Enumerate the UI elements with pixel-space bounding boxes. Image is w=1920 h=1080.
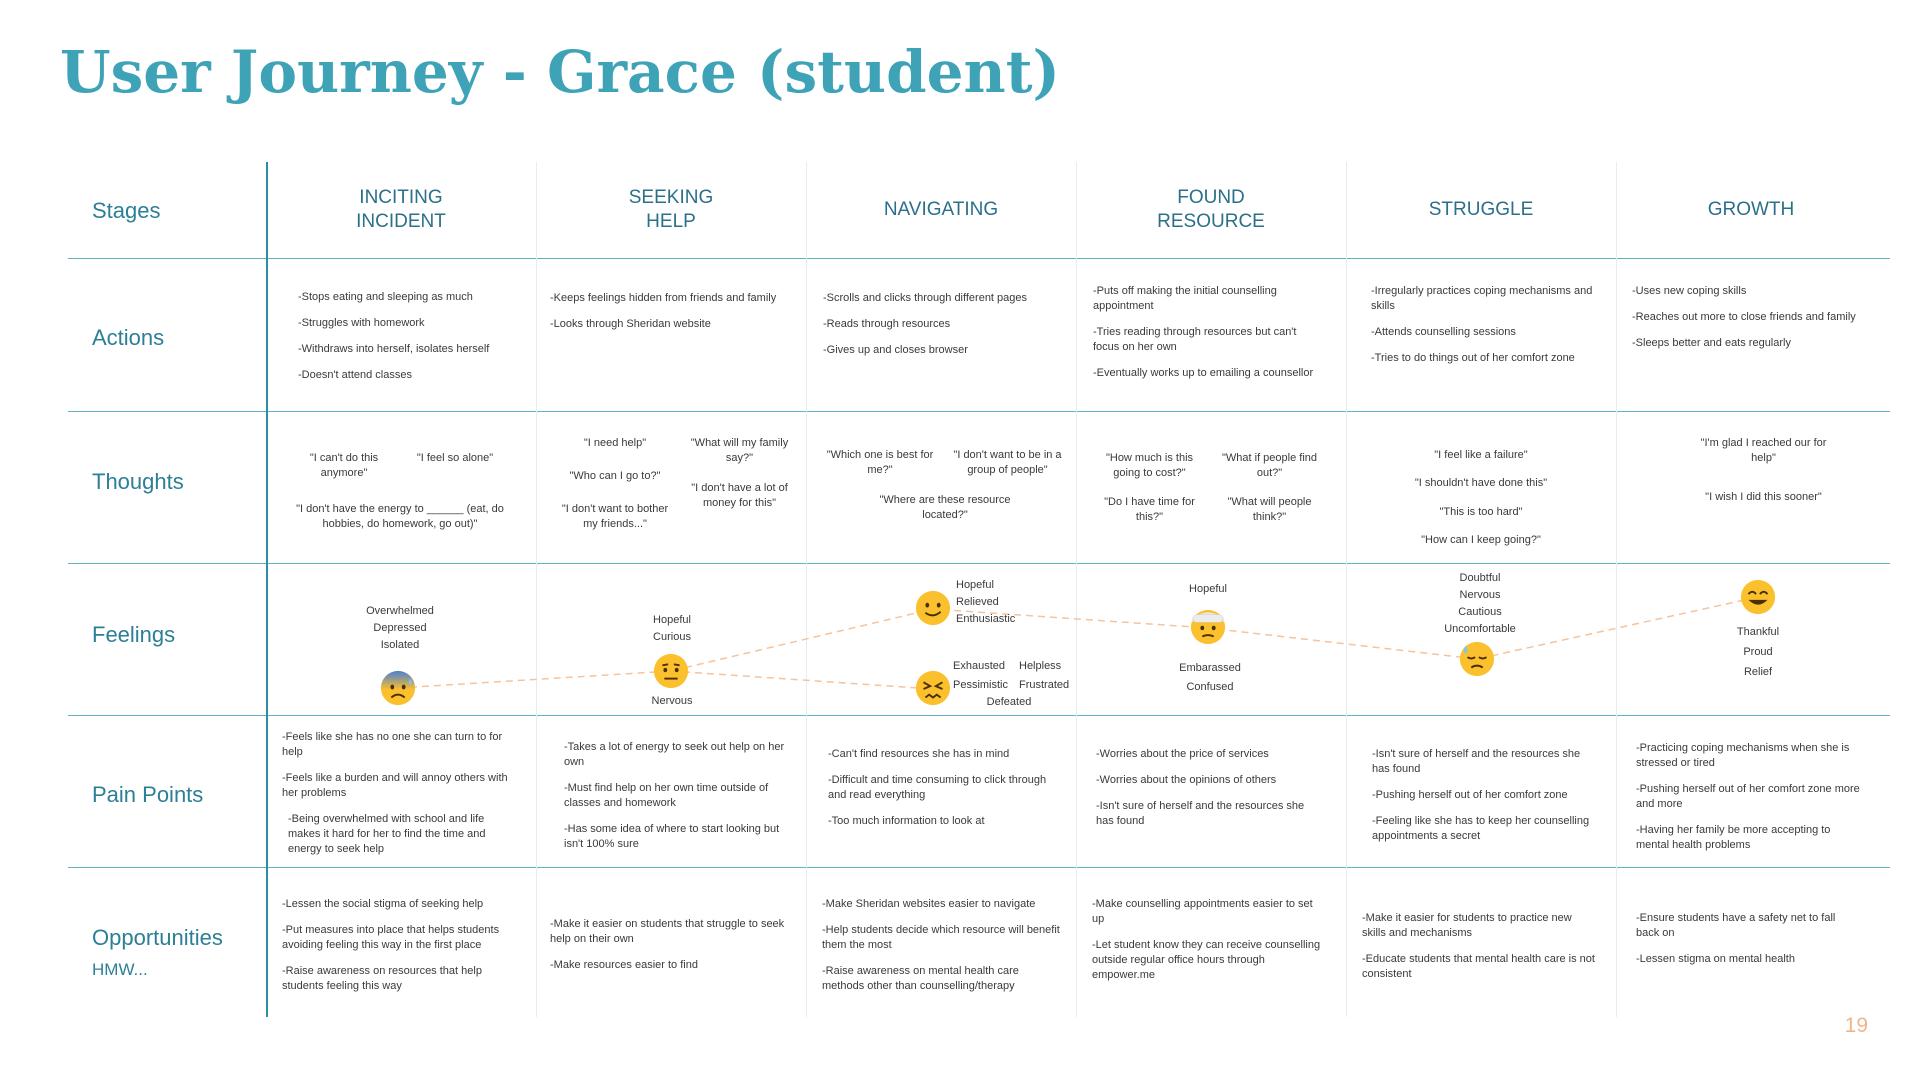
feeling-label: Uncomfortable bbox=[1444, 623, 1516, 635]
pain-point-item: -Pushing herself out of her comfort zone more and more bbox=[1636, 783, 1860, 810]
action-item: -Looks through Sheridan website bbox=[550, 318, 711, 330]
feeling-label: Curious bbox=[653, 631, 691, 643]
feeling-label: Hopeful bbox=[1189, 583, 1227, 595]
feeling-labels-growth bbox=[1718, 622, 1798, 682]
opportunities-cell-seeking-help bbox=[550, 917, 790, 984]
feeling-labels-found-resource-bottom bbox=[1160, 659, 1260, 697]
stage-label: HELP bbox=[646, 211, 696, 232]
pain-point-item: -Worries about the opinions of others bbox=[1096, 774, 1277, 786]
feeling-label: Nervous bbox=[651, 695, 693, 707]
stage-label: FOUND bbox=[1177, 187, 1245, 208]
feeling-label: Doubtful bbox=[1459, 572, 1501, 584]
opportunity-item: -Put measures into place that helps students avoiding feeling this way in the first place bbox=[282, 924, 500, 951]
action-item: -Tries to do things out of her comfort zone bbox=[1371, 352, 1575, 364]
pain-point-item: -Can't find resources she has in mind bbox=[828, 748, 1010, 760]
opportunity-item: -Lessen the social stigma of seeking help bbox=[282, 898, 484, 910]
action-item: -Tries reading through resources but can't focus on her own bbox=[1093, 326, 1297, 353]
pain-point-item: -Practicing coping mechanisms when she is stressed or tired bbox=[1636, 742, 1850, 769]
action-item: -Eventually works up to emailing a counsellor bbox=[1093, 367, 1314, 379]
feeling-label: Proud bbox=[1743, 646, 1773, 658]
action-item: -Puts off making the initial counselling appointment bbox=[1093, 285, 1277, 312]
feeling-label: Isolated bbox=[380, 639, 420, 651]
action-item: -Attends counselling sessions bbox=[1371, 326, 1516, 338]
thought-quote: "I shouldn't have done this" bbox=[1414, 477, 1548, 489]
feeling-labels-seeking-help-top bbox=[627, 612, 717, 646]
neutral-face-icon bbox=[652, 652, 690, 690]
row-label-pain-points: Pain Points bbox=[92, 782, 204, 807]
stage-label: SEEKING bbox=[628, 187, 714, 208]
action-item: -Doesn't attend classes bbox=[298, 369, 412, 381]
pain-points-cell-growth bbox=[1636, 741, 1861, 864]
feeling-labels-inciting-incident bbox=[340, 603, 460, 654]
thought-quote: "Where are these resource located?" bbox=[879, 494, 1011, 521]
opportunity-item: -Make it easier on students that struggle to seek help on their own bbox=[550, 918, 785, 945]
bandaged-head-face-icon bbox=[1189, 608, 1227, 646]
smiling-face-icon bbox=[914, 589, 952, 627]
thought-quote: "I can't do this anymore" bbox=[309, 452, 379, 479]
pain-point-item: -Has some idea of where to start looking but isn't 100% sure bbox=[564, 823, 780, 850]
thought-quote: "I don't have a lot of money for this" bbox=[691, 482, 788, 509]
opportunity-item: -Make Sheridan websites easier to navigate bbox=[822, 898, 1036, 910]
pain-point-item: -Must find help on her own time outside of classes and homework bbox=[564, 782, 769, 809]
opportunities-cell-inciting-incident bbox=[282, 897, 522, 1005]
stage-label: INCITING bbox=[359, 187, 443, 208]
pain-point-item: -Isn't sure of herself and the resources she has found bbox=[1372, 748, 1581, 775]
action-item: -Sleeps better and eats regularly bbox=[1632, 337, 1791, 349]
action-item: -Withdraws into herself, isolates herself bbox=[298, 343, 490, 355]
row-label-stages: Stages bbox=[92, 198, 161, 223]
opportunities-cell-navigating bbox=[822, 897, 1062, 1005]
action-item: -Reads through resources bbox=[823, 318, 951, 330]
thought-quote: "I wish I did this sooner" bbox=[1705, 491, 1822, 503]
stage-label: GROWTH bbox=[1707, 199, 1795, 220]
opportunity-item: -Let student know they can receive counselling outside regular office hours through empower.me bbox=[1092, 939, 1321, 981]
feeling-label: Confused bbox=[1186, 681, 1234, 693]
opportunity-item: -Ensure students have a safety net to fall back on bbox=[1636, 912, 1836, 939]
pain-point-item: -Takes a lot of energy to seek out help on her own bbox=[564, 741, 785, 768]
feeling-label: Cautious bbox=[1458, 606, 1502, 618]
thought-quote: "What if people find out?" bbox=[1221, 452, 1317, 479]
pain-points-cell-navigating bbox=[828, 747, 1053, 840]
action-item: -Gives up and closes browser bbox=[823, 344, 968, 356]
opportunity-item: -Make counselling appointments easier to set up bbox=[1092, 898, 1313, 925]
pain-point-item: -Worries about the price of services bbox=[1096, 748, 1269, 760]
thought-quote: "Do I have time for this?" bbox=[1104, 496, 1195, 523]
thought-quote: "I feel like a failure" bbox=[1434, 449, 1528, 461]
thought-quote: "Who can I go to?" bbox=[569, 470, 661, 482]
stage-label: INCIDENT bbox=[356, 211, 446, 232]
action-item: -Stops eating and sleeping as much bbox=[298, 291, 473, 303]
pain-point-item: -Feeling like she has to keep her counselling appointments a secret bbox=[1372, 815, 1590, 842]
feeling-label: Depressed bbox=[373, 622, 427, 634]
opportunity-item: -Raise awareness on mental health care methods other than counselling/therapy bbox=[822, 965, 1019, 992]
row-label-actions: Actions bbox=[92, 325, 165, 350]
feeling-label: Enthusiastic bbox=[956, 613, 1016, 625]
pain-point-item: -Too much information to look at bbox=[828, 815, 985, 827]
stage-label: RESOURCE bbox=[1157, 211, 1265, 232]
thought-quote: "I need help" bbox=[583, 437, 647, 449]
feeling-label: Helpless bbox=[1019, 660, 1062, 672]
opportunity-item: -Make resources easier to find bbox=[550, 959, 698, 971]
thought-quote: "I'm glad I reached our for help" bbox=[1700, 437, 1827, 464]
pain-point-item: -Pushing herself out of her comfort zone bbox=[1372, 789, 1568, 801]
feeling-label: Exhausted bbox=[953, 660, 1005, 672]
feeling-labels-struggle bbox=[1425, 570, 1535, 638]
opportunities-cell-struggle bbox=[1362, 911, 1597, 993]
row-label-opportunities: Opportunities bbox=[92, 925, 223, 950]
page-number: 19 bbox=[1844, 1014, 1868, 1037]
row-label-thoughts: Thoughts bbox=[92, 469, 184, 494]
opportunities-cell-growth bbox=[1636, 911, 1861, 978]
feeling-labels-navigating-bottom-left bbox=[953, 657, 1023, 695]
thought-quote: "How can I keep going?" bbox=[1421, 534, 1541, 546]
opportunity-item: -Educate students that mental health care is not consistent bbox=[1362, 953, 1595, 980]
page-title: User Journey - Grace (student) bbox=[60, 38, 1060, 106]
feeling-label: Pessimistic bbox=[953, 679, 1009, 691]
pain-point-item: -Being overwhelmed with school and life makes it hard for her to find the time and energy to seek help bbox=[288, 813, 486, 855]
happy-face-icon bbox=[1739, 578, 1777, 616]
feeling-label: Hopeful bbox=[653, 614, 691, 626]
action-item: -Struggles with homework bbox=[298, 317, 425, 329]
action-item: -Irregularly practices coping mechanisms and skills bbox=[1371, 285, 1593, 312]
feeling-label: Thankful bbox=[1736, 626, 1780, 638]
frustrated-face-icon bbox=[914, 669, 952, 707]
pain-point-item: -Difficult and time consuming to click through and read everything bbox=[828, 774, 1047, 801]
thought-quote: "How much is this going to cost?" bbox=[1105, 452, 1194, 479]
row-sublabel-hmw: HMW... bbox=[92, 960, 148, 979]
feeling-label: Relieved bbox=[956, 596, 999, 608]
feeling-label: Embarassed bbox=[1179, 662, 1241, 674]
feeling-label: Relief bbox=[1743, 666, 1773, 678]
pain-points-cell-found-resource bbox=[1096, 747, 1321, 840]
thought-quote: "What will people think?" bbox=[1227, 496, 1312, 523]
opportunity-item: -Lessen stigma on mental health bbox=[1636, 953, 1795, 965]
opportunities-cell-found-resource bbox=[1092, 897, 1327, 994]
thought-quote: "I don't want to bother my friends..." bbox=[561, 503, 669, 530]
thought-quote: "I don't have the energy to ______ (eat, do hobbies, do homework, go out)" bbox=[296, 503, 504, 530]
thought-quote: "Which one is best for me?" bbox=[826, 449, 934, 476]
pain-points-cell-seeking-help bbox=[564, 740, 794, 863]
feeling-label: Overwhelmed bbox=[366, 605, 434, 617]
pain-points-cell-struggle bbox=[1372, 747, 1592, 855]
action-item: -Uses new coping skills bbox=[1632, 285, 1747, 297]
thought-quote: "I feel so alone" bbox=[416, 452, 494, 464]
action-item: -Reaches out more to close friends and family bbox=[1632, 311, 1856, 323]
pain-point-item: -Having her family be more accepting to mental health problems bbox=[1636, 824, 1831, 851]
thought-quote: "I don't want to be in a group of people" bbox=[953, 449, 1062, 476]
pain-point-item: -Feels like she has no one she can turn to for help bbox=[282, 731, 503, 758]
thought-quote: "What will my family say?" bbox=[690, 437, 789, 464]
pain-point-item: -Isn't sure of herself and the resources she has found bbox=[1096, 800, 1305, 827]
action-item: -Keeps feelings hidden from friends and family bbox=[550, 292, 777, 304]
opportunity-item: -Raise awareness on resources that help students feeling this way bbox=[282, 965, 482, 992]
row-label-feelings: Feelings bbox=[92, 622, 176, 647]
feeling-labels-navigating-top bbox=[956, 577, 1046, 628]
feeling-label: Defeated bbox=[986, 696, 1032, 708]
feeling-labels-navigating-bottom-right bbox=[1019, 657, 1079, 695]
feeling-label: Frustrated bbox=[1019, 679, 1070, 691]
downcast-sweat-face-icon bbox=[1458, 640, 1496, 678]
stage-label: STRUGGLE bbox=[1428, 199, 1534, 220]
thought-quote: "This is too hard" bbox=[1439, 506, 1523, 518]
pain-points-cell-inciting-incident bbox=[282, 730, 512, 868]
anxious-sweat-face-icon bbox=[379, 669, 417, 707]
pain-point-item: -Feels like a burden and will annoy others with her problems bbox=[282, 772, 508, 799]
feeling-label: Nervous bbox=[1459, 589, 1501, 601]
feeling-label: Hopeful bbox=[956, 579, 994, 591]
action-item: -Scrolls and clicks through different pages bbox=[823, 292, 1028, 304]
opportunity-item: -Help students decide which resource will benefit them the most bbox=[822, 924, 1060, 951]
opportunity-item: -Make it easier for students to practice new skills and mechanisms bbox=[1362, 912, 1572, 939]
stage-label: NAVIGATING bbox=[883, 199, 999, 220]
